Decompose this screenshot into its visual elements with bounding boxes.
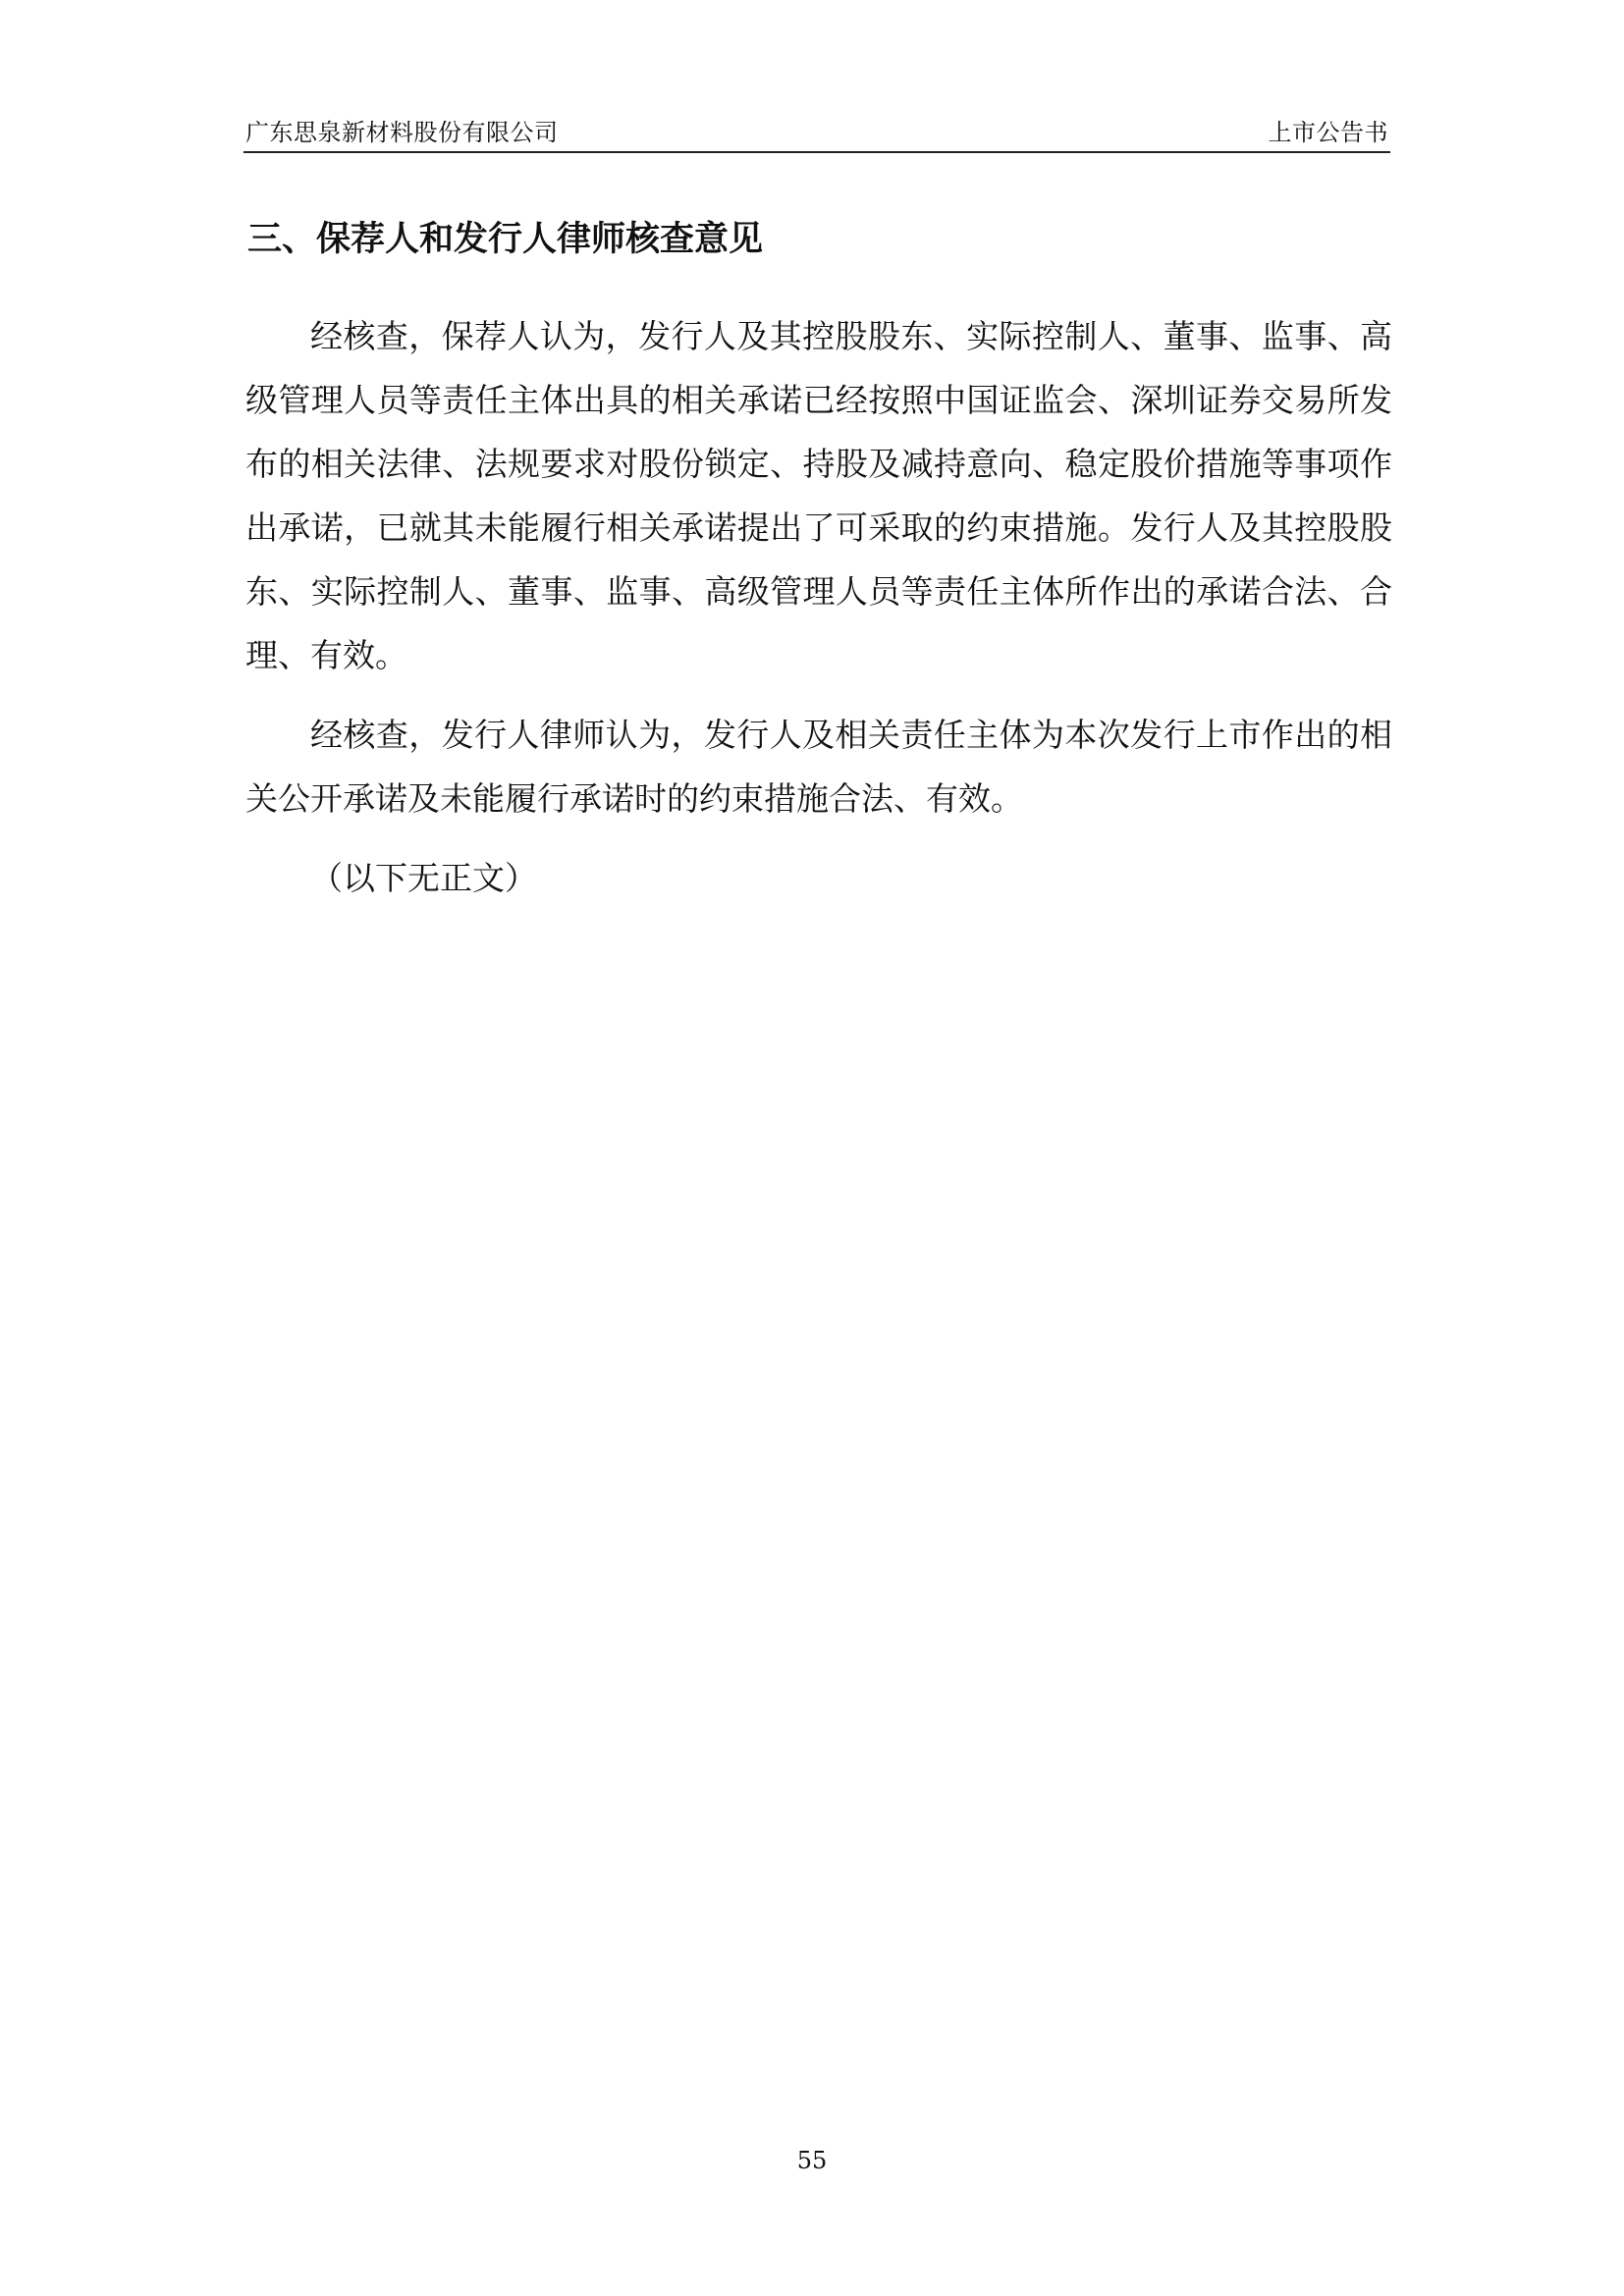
page-number: 55 <box>796 2147 828 2174</box>
header-document-type: 上市公告书 <box>1268 119 1388 146</box>
section-heading: 三、保荐人和发行人律师核查意见 <box>247 220 764 259</box>
lawyer-opinion-paragraph: 经核查，发行人律师认为，发行人及相关责任主体为本次发行上市作出的相关公开承诺及未能履行承诺时的约束措施合法、有效。 <box>245 716 1392 818</box>
page-header <box>244 116 1390 153</box>
header-company-name: 广东思泉新材料股份有限公司 <box>245 119 559 146</box>
sponsor-opinion-paragraph: 经核查，保荐人认为，发行人及其控股股东、实际控制人、董事、监事、高级管理人员等责任主体出具的相关承诺已经按照中国证监会、深圳证券交易所发布的相关法律、法规要求对股份锁定、持股及减持意向、稳定股价措施等事项作出承诺，已就其未能履行相关承诺提出了可采取的约束措施。发行人及其控股股东、实际控制人、董事、监事、高级管理人员等责任主体所作出的承诺合法、合理、有效。 <box>245 317 1392 674</box>
section-body <box>245 304 1392 926</box>
no-further-text-note: （以下无正文） <box>310 859 537 897</box>
